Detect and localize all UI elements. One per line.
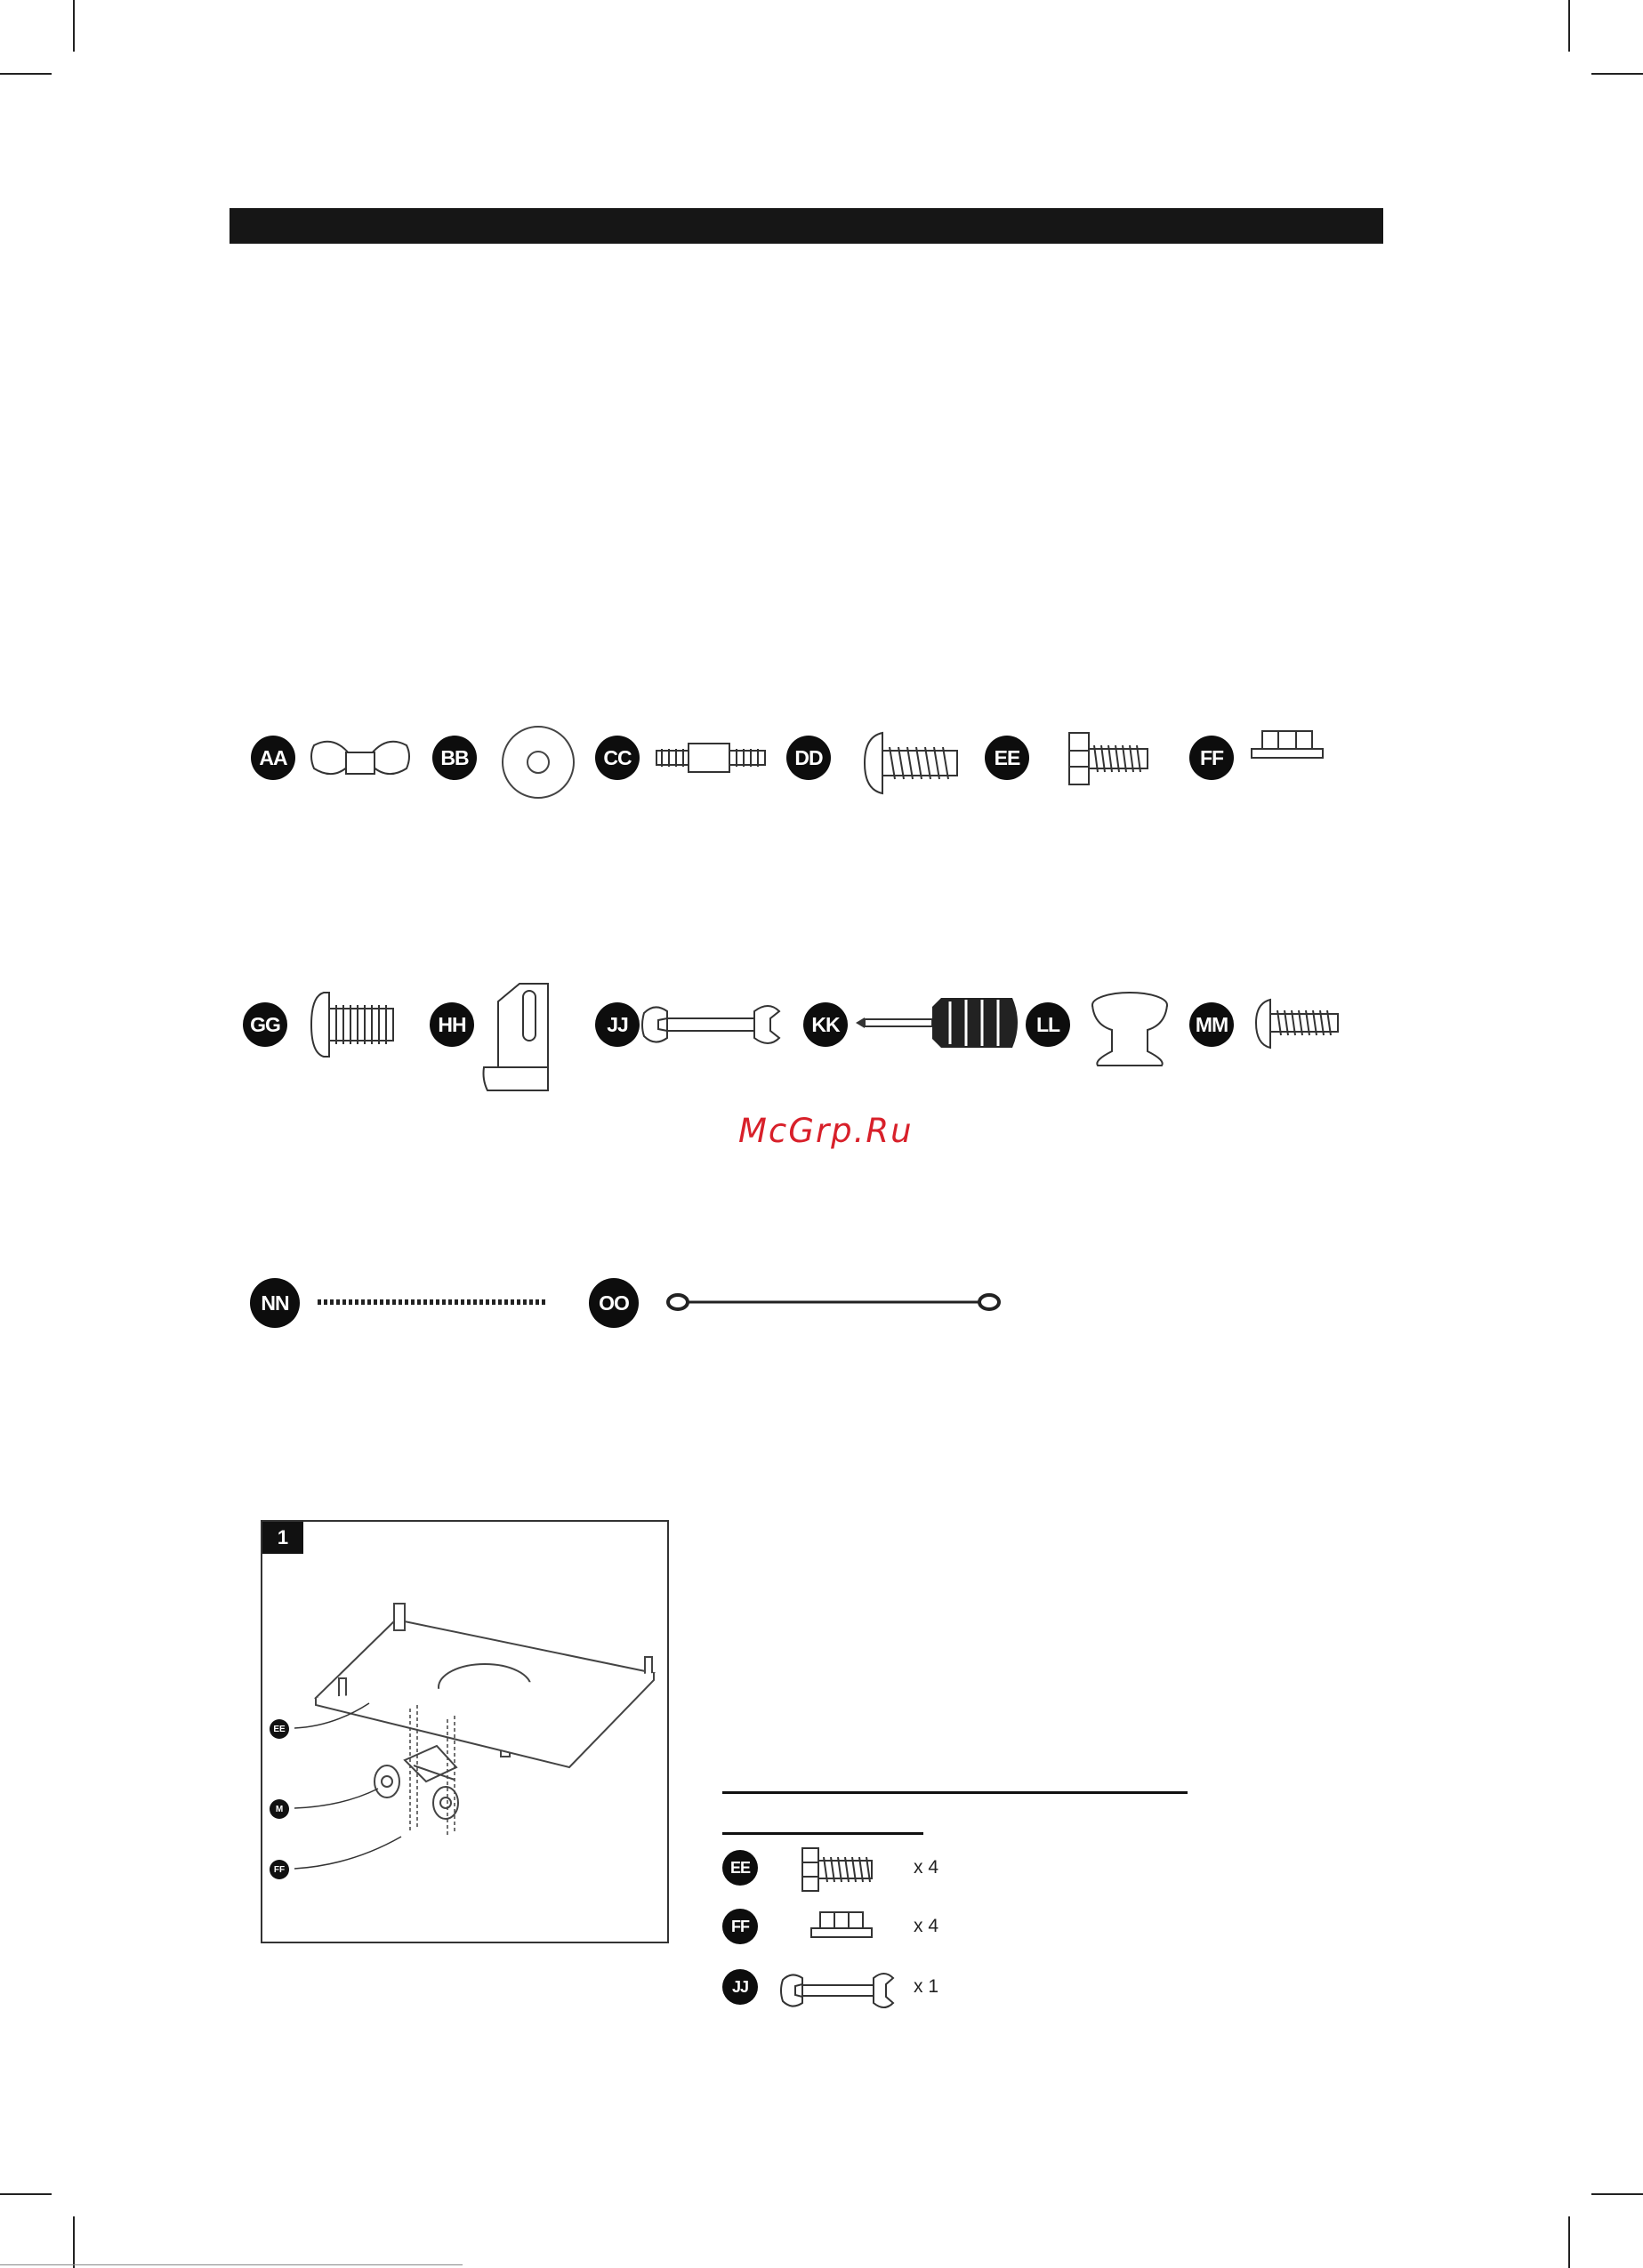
- pan-head-screw-icon: [863, 729, 962, 797]
- hex-nut-icon: [1250, 729, 1325, 765]
- part-label-ee: EE: [985, 736, 1029, 780]
- hardware-label-ff: FF: [722, 1909, 758, 1944]
- base-frame-diagram: [262, 1522, 667, 1942]
- part-label-aa: AA: [251, 736, 295, 780]
- hardware-title-underline: [722, 1832, 923, 1835]
- crop-mark-top-right-v: [1568, 0, 1570, 52]
- assembly-step-panel: [261, 1520, 669, 1943]
- callout-ff: FF: [270, 1860, 289, 1879]
- crop-mark-top-right-h: [1591, 73, 1643, 75]
- part-label-jj: JJ: [595, 1002, 640, 1047]
- crop-mark-bottom-left-v: [73, 2216, 75, 2268]
- hardware-qty-ff: x 4: [914, 1916, 939, 1936]
- small-screw-icon: [1254, 996, 1343, 1051]
- hardware-qty-ee: x 4: [914, 1857, 939, 1878]
- part-label-oo: OO: [589, 1278, 639, 1328]
- bracket-icon: [480, 980, 559, 1096]
- chain-icon: [316, 1291, 549, 1313]
- hardware-label-ee: EE: [722, 1850, 758, 1886]
- part-label-ff: FF: [1189, 736, 1234, 780]
- part-label-gg: GG: [243, 1002, 287, 1047]
- hex-bolt-icon: [1067, 729, 1152, 788]
- callout-m: M: [270, 1799, 289, 1819]
- crop-mark-top-left-h: [0, 73, 52, 75]
- hardware-label-jj: JJ: [722, 1969, 758, 2005]
- page-bottom-rule: [0, 2264, 463, 2265]
- part-label-bb: BB: [432, 736, 477, 780]
- crop-mark-bottom-right-h: [1591, 2193, 1643, 2195]
- callout-ee: EE: [270, 1719, 289, 1739]
- wrench-icon: [640, 1001, 783, 1050]
- hardware-qty-jj: x 1: [914, 1976, 939, 1997]
- hex-bolt-icon: [801, 1845, 876, 1894]
- wire-cable-icon: [665, 1290, 1002, 1315]
- hardware-section-rule: [722, 1791, 1188, 1794]
- crop-mark-bottom-left-h: [0, 2193, 52, 2195]
- part-label-ll: LL: [1026, 1002, 1070, 1047]
- part-label-cc: CC: [595, 736, 640, 780]
- wing-nut-icon: [307, 729, 414, 786]
- threaded-standoff-icon: [655, 740, 770, 776]
- part-label-hh: HH: [430, 1002, 474, 1047]
- section-header-bar: [230, 208, 1383, 244]
- part-label-mm: MM: [1189, 1002, 1234, 1047]
- screwdriver-icon: [852, 987, 1026, 1058]
- knob-icon: [1085, 989, 1174, 1069]
- crop-mark-bottom-right-v: [1568, 2216, 1570, 2268]
- part-label-nn: NN: [250, 1278, 300, 1328]
- watermark-text: McGrp.Ru: [738, 1112, 914, 1150]
- wrench-icon: [779, 1971, 897, 2010]
- hex-nut-icon: [809, 1910, 874, 1941]
- part-label-dd: DD: [786, 736, 831, 780]
- truss-head-screw-icon: [310, 989, 399, 1060]
- part-label-kk: KK: [803, 1002, 848, 1047]
- step-number: 1: [262, 1522, 303, 1554]
- crop-mark-top-left-v: [73, 0, 75, 52]
- washer-icon: [500, 724, 576, 800]
